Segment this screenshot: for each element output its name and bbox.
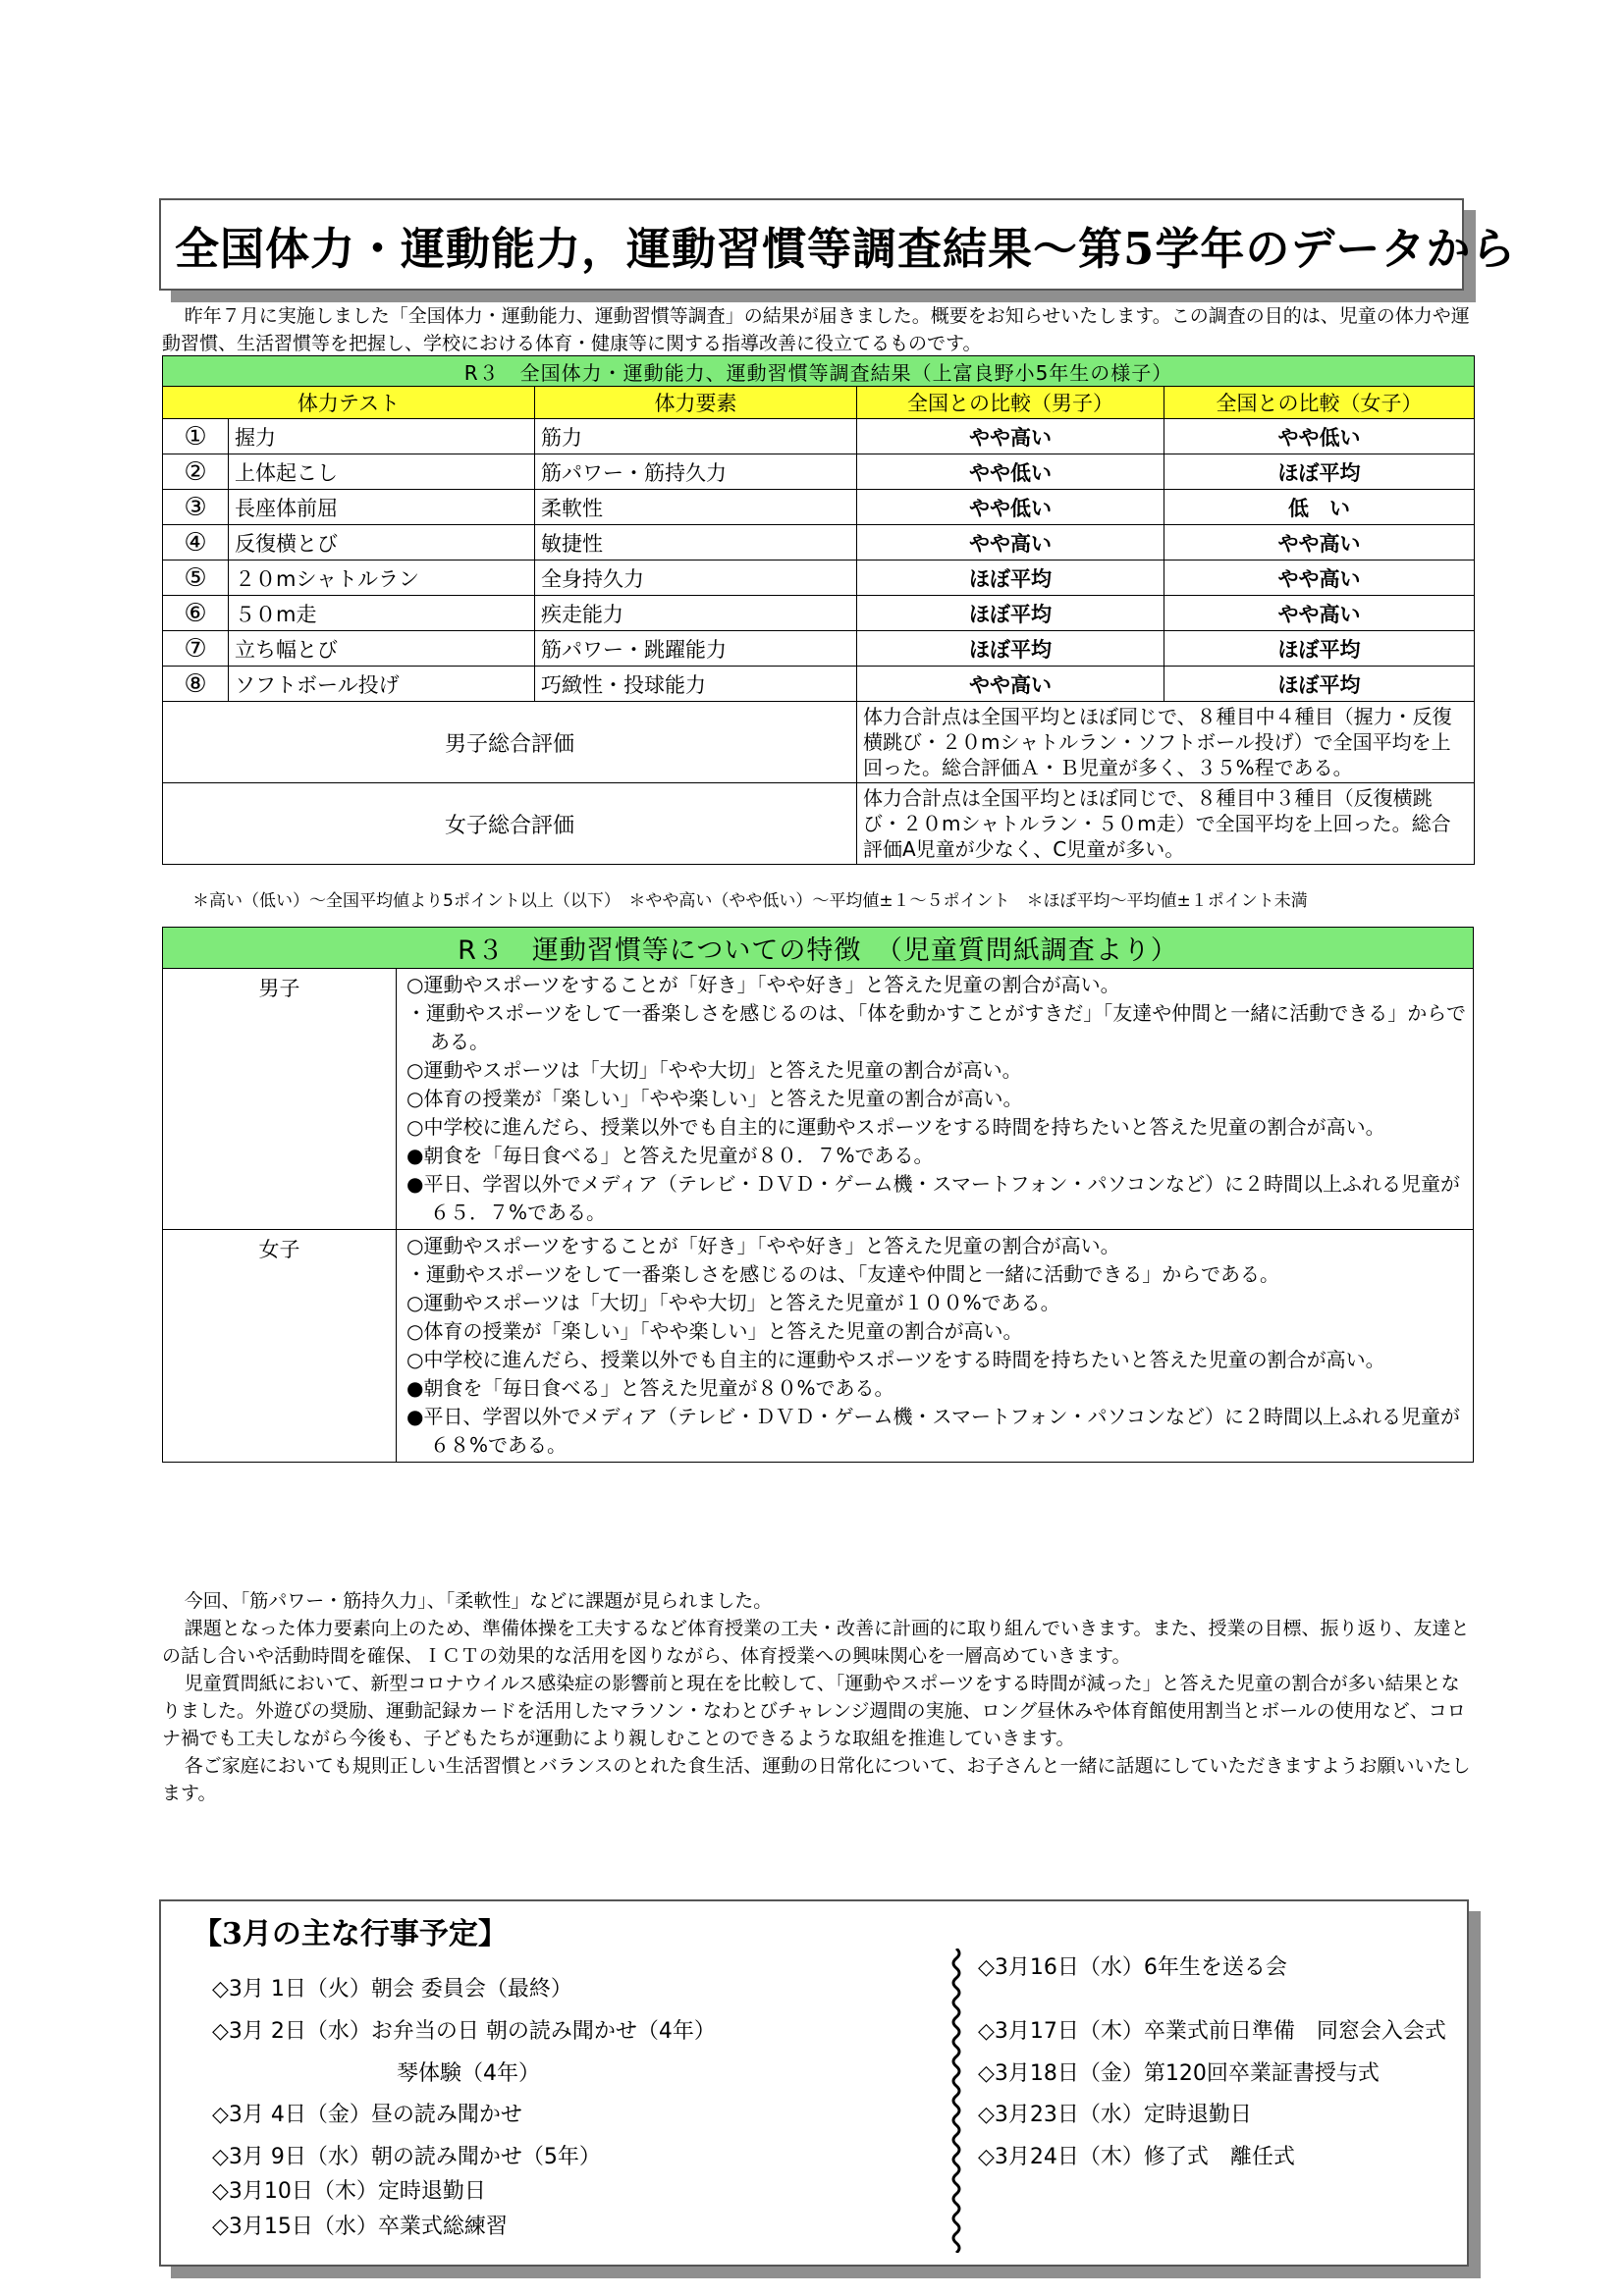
schedule-title: 【3月の主な行事予定】 xyxy=(192,1917,508,1951)
table-row xyxy=(163,667,1475,702)
wavy-divider xyxy=(948,1949,964,2253)
table-row xyxy=(163,490,1475,525)
test-name: 長座体前屈 xyxy=(229,490,535,525)
list-item: ●平日、学習以外でメディア（テレビ・ＤＶＤ・ゲーム機・スマートフォン・パソコンなど）に２時間以上ふれる児童が６８%である。 xyxy=(406,1405,1461,1457)
girls-result: やや低い xyxy=(1164,419,1475,454)
header-element: 体力要素 xyxy=(535,387,857,419)
schedule-item: 琴体験（4年） xyxy=(397,2061,540,2086)
fitness-element: 筋力 xyxy=(535,419,857,454)
page-title: 全国体力・運動能力，運動習慣等調査結果～第5学年のデータから xyxy=(175,222,1517,275)
closing-paragraph: 児童質問紙において、新型コロナウイルス感染症の影響前と現在を比較して、「運動やスポーツをする時間が減った」と答えた児童の割合が多い結果となりました。外遊びの奨励、運動記録カードを活用したマラソン・なわとびチャレンジ週間の実施、ロング昼休みや体育館使用割当とボールの使用など、コロナ禍でも工夫しながら今後も、子どもたちが運動により親しむことのできるような取組を推進していきます。 xyxy=(162,1673,1466,1749)
schedule-item: ◇3月16日（水）6年生を送る会 xyxy=(978,1955,1287,1980)
list-item: ○運動やスポーツをすることが「好き」「やや好き」と答えた児童の割合が高い。 xyxy=(406,973,1120,996)
girls-habits-row xyxy=(163,1230,1474,1463)
list-item: ○体育の授業が「楽しい」「やや楽しい」と答えた児童の割合が高い。 xyxy=(406,1087,1023,1110)
row-number: ② xyxy=(163,454,229,490)
fitness-element: 敏捷性 xyxy=(535,525,857,561)
closing-text xyxy=(162,1587,1478,1807)
fitness-element: 筋パワー・跳躍能力 xyxy=(535,631,857,667)
row-number: ⑧ xyxy=(163,667,229,702)
test-name: 上体起こし xyxy=(229,454,535,490)
boys-total-row xyxy=(163,702,1475,783)
boys-habits-list xyxy=(397,969,1474,1230)
header-boys: 全国との比較（男子） xyxy=(857,387,1164,419)
boys-result: やや高い xyxy=(857,667,1164,702)
boys-result: やや低い xyxy=(857,490,1164,525)
girls-total-label: 女子総合評価 xyxy=(163,783,857,865)
row-number: ① xyxy=(163,419,229,454)
row-number: ⑦ xyxy=(163,631,229,667)
boys-result: やや低い xyxy=(857,454,1164,490)
boys-habits-row xyxy=(163,969,1474,1230)
habits-table xyxy=(162,927,1474,1463)
girls-result: ほぼ平均 xyxy=(1164,454,1475,490)
list-item: ○中学校に進んだら、授業以外でも自主的に運動やスポーツをする時間を持ちたいと答えた児童の割合が高い。 xyxy=(406,1115,1385,1139)
row-number: ④ xyxy=(163,525,229,561)
girls-habits-list xyxy=(397,1230,1474,1463)
girls-result: 低 い xyxy=(1164,490,1475,525)
girls-result: やや高い xyxy=(1164,561,1475,596)
test-name: 握力 xyxy=(229,419,535,454)
row-number: ⑥ xyxy=(163,596,229,631)
list-item: ●朝食を「毎日食べる」と答えた児童が８０%である。 xyxy=(406,1376,894,1400)
title-box xyxy=(159,198,1517,291)
girls-total-text: 体力合計点は全国平均とほぼ同じで、８種目中３種目（反復横跳び・２０mシャトルラン・５０m走）で全国平均を上回った。総合評価A児童が少なく、C児童が多い。 xyxy=(857,783,1475,865)
test-name: ５０m走 xyxy=(229,596,535,631)
fitness-results-table xyxy=(162,355,1475,865)
list-item: ・運動やスポーツをして一番楽しさを感じるのは、「友達や仲間と一緒に活動できる」からである。 xyxy=(406,1262,1279,1286)
list-item: ●朝食を「毎日食べる」と答えた児童が８０．７%である。 xyxy=(406,1144,934,1167)
test-name: ２０mシャトルラン xyxy=(229,561,535,596)
closing-paragraph: 各ご家庭においても規則正しい生活習慣とバランスのとれた食生活、運動の日常化について、お子さんと一緒に話題にしていただきますようお願いいたします。 xyxy=(162,1755,1471,1804)
schedule-item: ◇3月 9日（水）朝の読み聞かせ（5年） xyxy=(212,2145,601,2169)
schedule-box xyxy=(159,1899,1469,2267)
list-item: ○運動やスポーツをすることが「好き」「やや好き」と答えた児童の割合が高い。 xyxy=(406,1234,1120,1257)
boys-result: ほぼ平均 xyxy=(857,561,1164,596)
schedule-item: ◇3月17日（木）卒業式前日準備 同窓会入会式 xyxy=(978,2019,1446,2044)
schedule-item: ◇3月18日（金）第120回卒業証書授与式 xyxy=(978,2061,1380,2086)
fitness-element: 全身持久力 xyxy=(535,561,857,596)
closing-paragraph: 今回、「筋パワー・筋持久力」、「柔軟性」などに課題が見られました。 xyxy=(184,1590,773,1612)
schedule-item: ◇3月15日（水）卒業式総練習 xyxy=(212,2215,508,2239)
row-number: ⑤ xyxy=(163,561,229,596)
fitness-element: 柔軟性 xyxy=(535,490,857,525)
table-row xyxy=(163,596,1475,631)
list-item: ○中学校に進んだら、授業以外でも自主的に運動やスポーツをする時間を持ちたいと答えた児童の割合が高い。 xyxy=(406,1348,1385,1371)
schedule-item: ◇3月24日（木）修了式 離任式 xyxy=(978,2145,1295,2169)
fitness-element: 疾走能力 xyxy=(535,596,857,631)
list-item: ○運動やスポーツは「大切」「やや大切」と答えた児童の割合が高い。 xyxy=(406,1058,1022,1082)
rating-note: ＊高い（低い）～全国平均値より5ポイント以上（以下） ＊やや高い（やや低い）～平均値±１～５ポイント ＊ほぼ平均～平均値±１ポイント未満 xyxy=(192,891,1308,911)
test-name: 反復横とび xyxy=(229,525,535,561)
schedule-item: ◇3月 1日（火）朝会 委員会（最終） xyxy=(212,1977,572,2002)
girls-result: ほぼ平均 xyxy=(1164,631,1475,667)
fitness-element: 巧緻性・投球能力 xyxy=(535,667,857,702)
header-girls: 全国との比較（女子） xyxy=(1164,387,1475,419)
boys-result: ほぼ平均 xyxy=(857,631,1164,667)
girls-result: やや高い xyxy=(1164,596,1475,631)
boys-total-text: 体力合計点は全国平均とほぼ同じで、８種目中４種目（握力・反復横跳び・２０mシャトルラン・ソフトボール投げ）で全国平均を上回った。総合評価Ａ・Ｂ児童が多く、３５%程である。 xyxy=(857,702,1475,783)
girls-total-row xyxy=(163,783,1475,865)
boys-result: ほぼ平均 xyxy=(857,596,1164,631)
boys-result: やや高い xyxy=(857,525,1164,561)
table-row xyxy=(163,525,1475,561)
girls-label: 女子 xyxy=(163,1230,397,1463)
intro-text: 昨年７月に実施しました「全国体力・運動能力、運動習慣等調査」の結果が届きました。概要をお知らせいたします。この調査の目的は、児童の体力や運動習慣、生活習慣等を把握し、学校における体育・健康等に関する指導改善に役立てるものです。 xyxy=(162,305,1470,354)
schedule-item: ◇3月10日（木）定時退勤日 xyxy=(212,2179,486,2204)
header-test: 体力テスト xyxy=(163,387,535,419)
closing-paragraph: 課題となった体力要素向上のため、準備体操を工夫するなど体育授業の工夫・改善に計画的に取り組んでいきます。また、授業の目標、振り返り、友達との話し合いや活動時間を確保、ＩＣＴの効果的な活用を図りながら、体育授業への興味関心を一層高めていきます。 xyxy=(162,1618,1470,1667)
table-row xyxy=(163,561,1475,596)
fitness-element: 筋パワー・筋持久力 xyxy=(535,454,857,490)
table-row xyxy=(163,419,1475,454)
table-row xyxy=(163,631,1475,667)
list-item: ○体育の授業が「楽しい」「やや楽しい」と答えた児童の割合が高い。 xyxy=(406,1319,1023,1343)
habits-table-caption: R３ 運動習慣等についての特徴 （児童質問紙調査より） xyxy=(163,928,1474,969)
boys-result: やや高い xyxy=(857,419,1164,454)
list-item: ・運動やスポーツをして一番楽しさを感じるのは、「体を動かすことがすきだ」「友達や仲間と一緒に活動できる」からである。 xyxy=(406,1001,1466,1053)
list-item: ●平日、学習以外でメディア（テレビ・ＤＶＤ・ゲーム機・スマートフォン・パソコンなど）に２時間以上ふれる児童が６５．７%である。 xyxy=(406,1172,1461,1224)
schedule-item: ◇3月23日（水）定時退勤日 xyxy=(978,2103,1252,2127)
schedule-item: ◇3月 2日（水）お弁当の日 朝の読み聞かせ（4年） xyxy=(212,2019,716,2044)
list-item: ○運動やスポーツは「大切」「やや大切」と答えた児童が１００%である。 xyxy=(406,1291,1060,1314)
boys-total-label: 男子総合評価 xyxy=(163,702,857,783)
table-row xyxy=(163,454,1475,490)
girls-result: やや高い xyxy=(1164,525,1475,561)
test-name: ソフトボール投げ xyxy=(229,667,535,702)
girls-result: ほぼ平均 xyxy=(1164,667,1475,702)
boys-label: 男子 xyxy=(163,969,397,1230)
test-name: 立ち幅とび xyxy=(229,631,535,667)
schedule-item: ◇3月 4日（金）昼の読み聞かせ xyxy=(212,2103,522,2127)
row-number: ③ xyxy=(163,490,229,525)
fitness-table-caption: R３ 全国体力・運動能力、運動習慣等調査結果（上富良野小5年生の様子） xyxy=(163,356,1475,387)
